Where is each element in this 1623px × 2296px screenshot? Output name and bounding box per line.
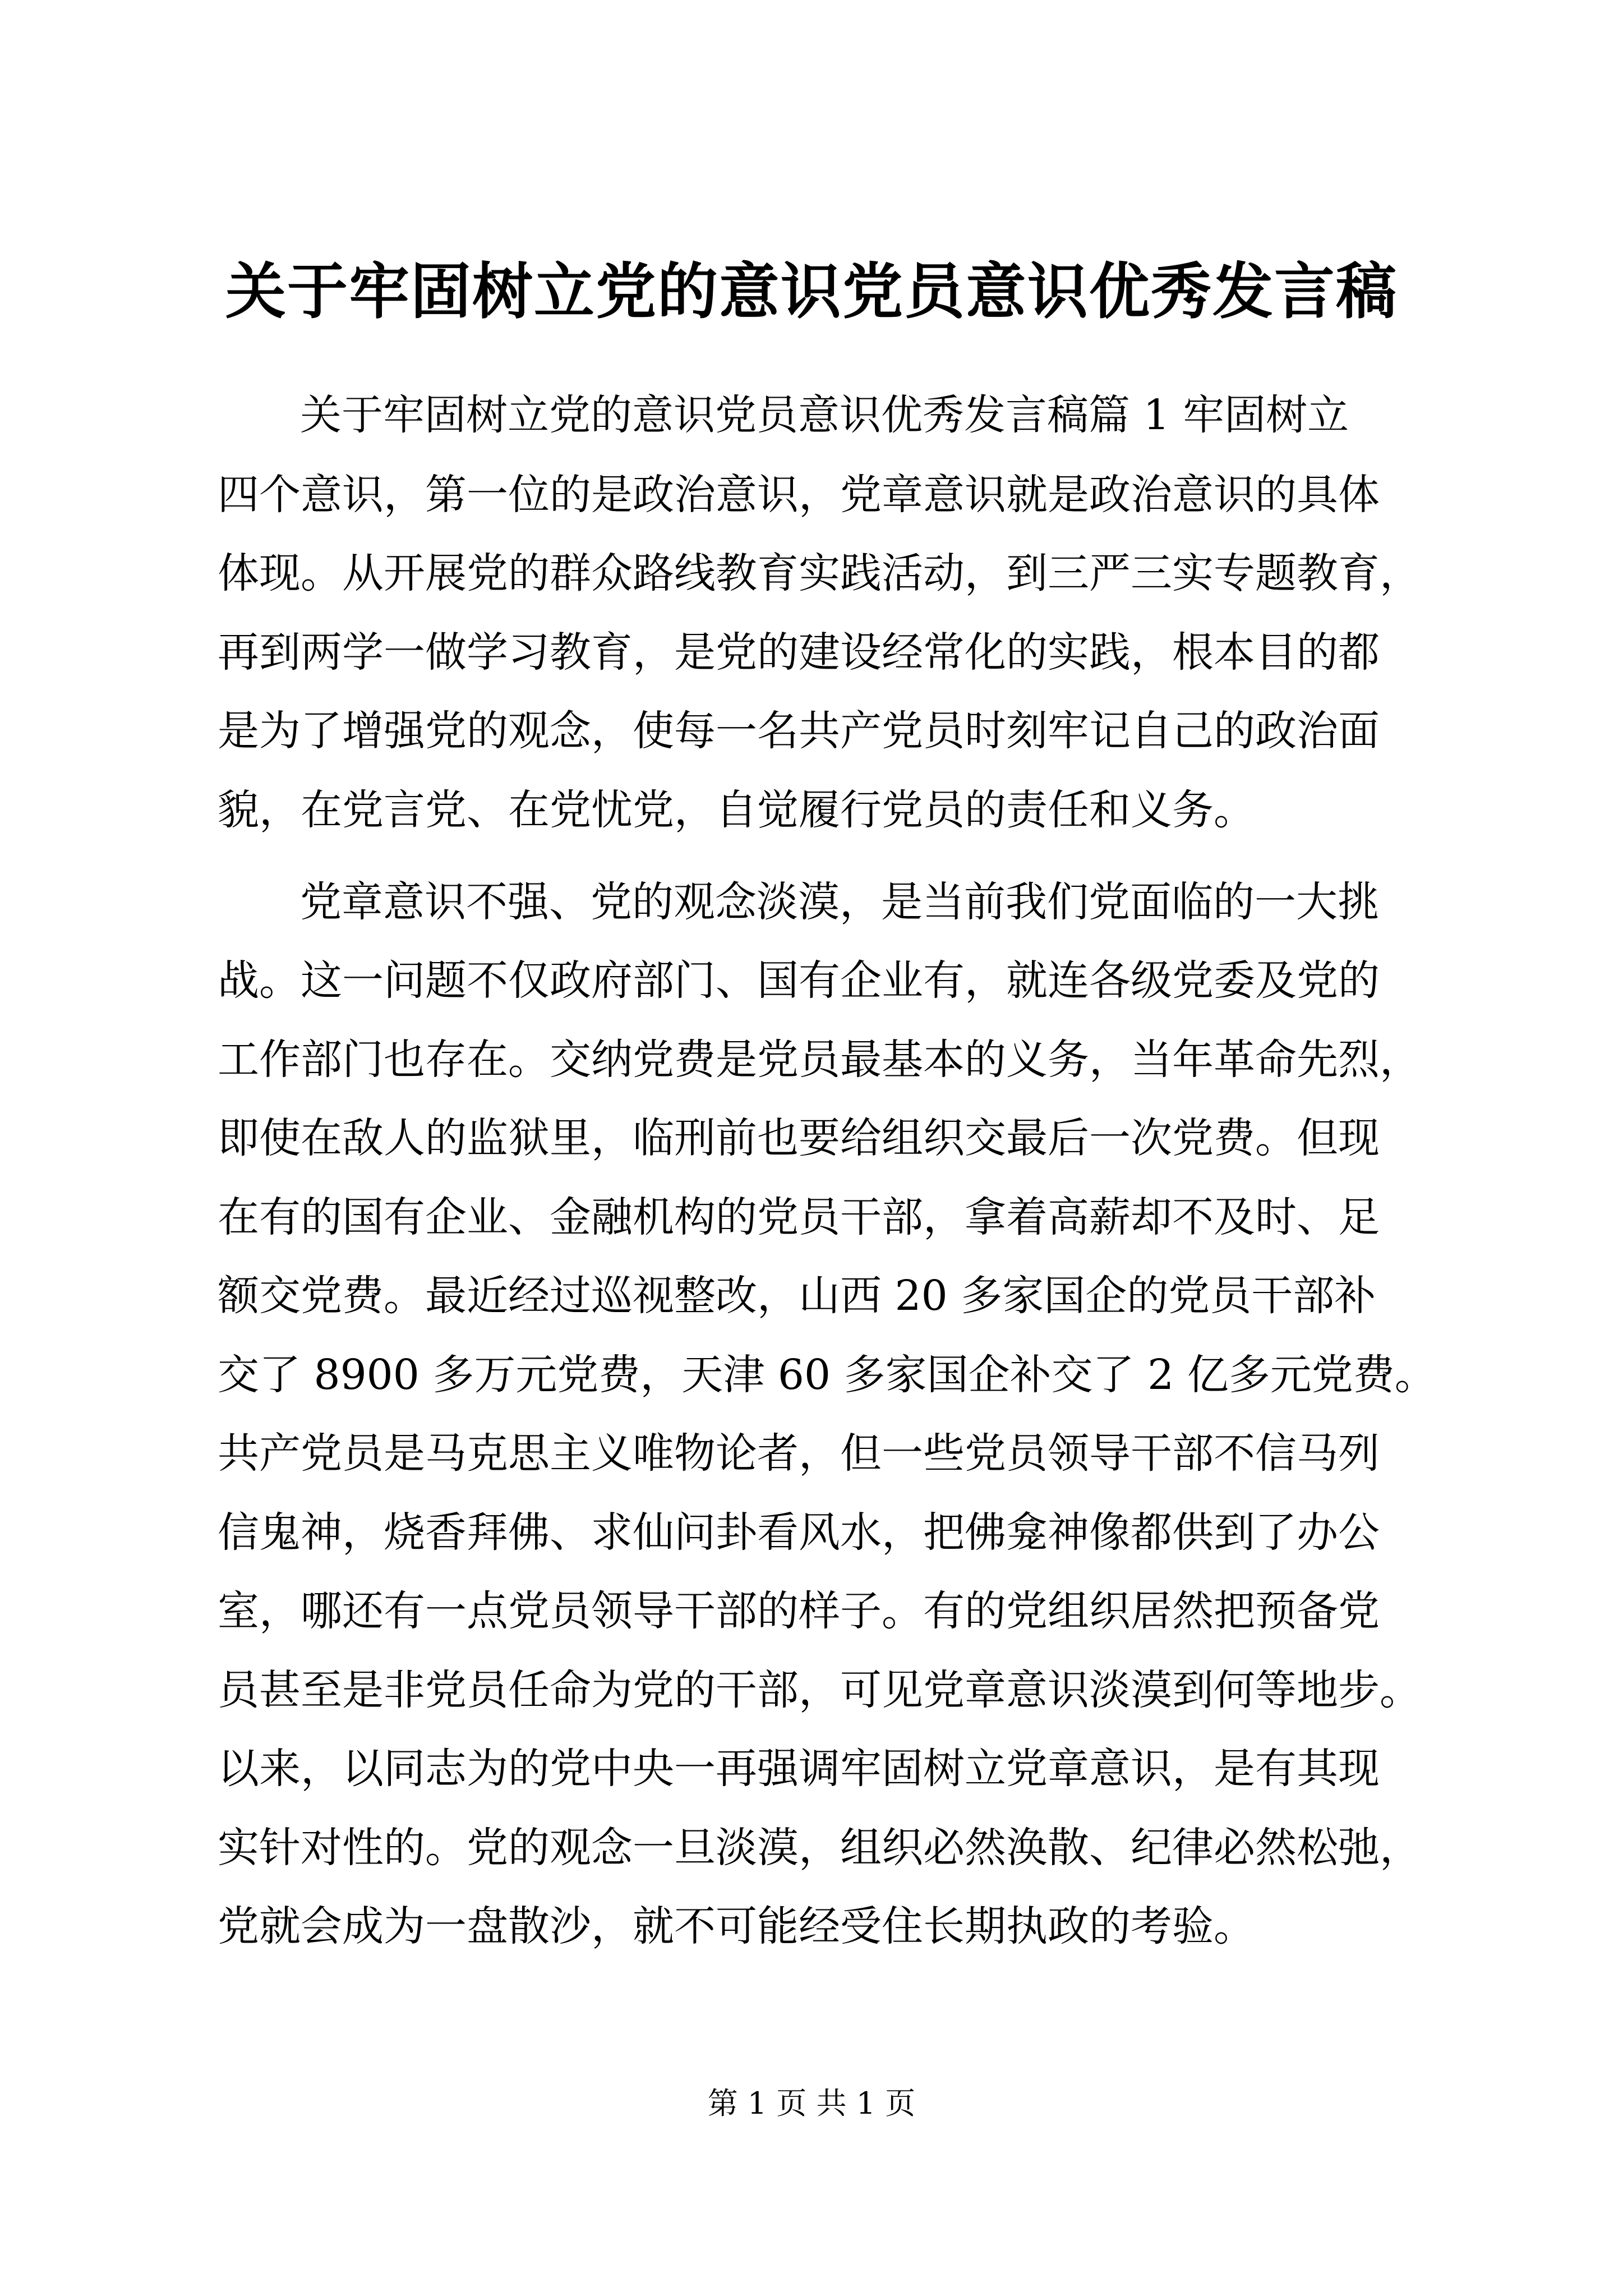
paragraph-line: 党就会成为一盘散沙，就不可能经受住长期执政的考验。 bbox=[218, 1902, 1255, 1950]
paragraph-line: 交了 8900 多万元党费，天津 60 多家国企补交了 2 亿多元党费。 bbox=[218, 1351, 1436, 1399]
paragraph-line: 四个意识，第一位的是政治意识，党章意识就是政治意识的具体 bbox=[218, 471, 1380, 519]
paragraph-line: 员甚至是非党员任命为党的干部，可见党章意识淡漠到何等地步。 bbox=[218, 1666, 1421, 1714]
paragraph-line: 工作部门也存在。交纳党费是党员最基本的义务，当年革命先烈， bbox=[218, 1036, 1421, 1084]
paragraph-line: 体现。从开展党的群众路线教育实践活动，到三严三实专题教育， bbox=[218, 549, 1421, 597]
paragraph-line: 即使在敌人的监狱里，临刑前也要给组织交最后一次党费。但现 bbox=[218, 1114, 1380, 1162]
paragraph-line: 实针对性的。党的观念一旦淡漠，组织必然涣散、纪律必然松弛， bbox=[218, 1824, 1421, 1872]
paragraph-line: 貌，在党言党、在党忧党，自觉履行党员的责任和义务。 bbox=[218, 786, 1255, 834]
paragraph-line: 是为了增强党的观念，使每一名共产党员时刻牢记自己的政治面 bbox=[218, 707, 1380, 755]
document-title: 关于牢固树立党的意识党员意识优秀发言稿 bbox=[225, 256, 1398, 327]
paragraph-line: 战。这一问题不仅政府部门、国有企业有，就连各级党委及党的 bbox=[218, 956, 1380, 1005]
paragraph-line: 以来，以同志为的党中央一再强调牢固树立党章意识，是有其现 bbox=[218, 1745, 1380, 1793]
paragraph-line: 在有的国有企业、金融机构的党员干部，拿着高薪却不及时、足 bbox=[218, 1193, 1380, 1241]
page-indicator: 第 1 页 共 1 页 bbox=[707, 2086, 916, 2121]
paragraph-line: 再到两学一做学习教育，是党的建设经常化的实践，根本目的都 bbox=[218, 628, 1380, 677]
paragraph-line: 信鬼神，烧香拜佛、求仙问卦看风水，把佛龛神像都供到了办公 bbox=[218, 1508, 1380, 1557]
paragraph-line: 关于牢固树立党的意识党员意识优秀发言稿篇 1 牢固树立 bbox=[300, 391, 1349, 439]
paragraph-line: 共产党员是马克思主义唯物论者，但一些党员领导干部不信马列 bbox=[218, 1429, 1380, 1478]
paragraph-line: 党章意识不强、党的观念淡漠，是当前我们党面临的一大挑 bbox=[300, 878, 1379, 926]
paragraph-line: 室，哪还有一点党员领导干部的样子。有的党组织居然把预备党 bbox=[218, 1587, 1380, 1635]
paragraph-line: 额交党费。最近经过巡视整改，山西 20 多家国企的党员干部补 bbox=[218, 1272, 1376, 1320]
